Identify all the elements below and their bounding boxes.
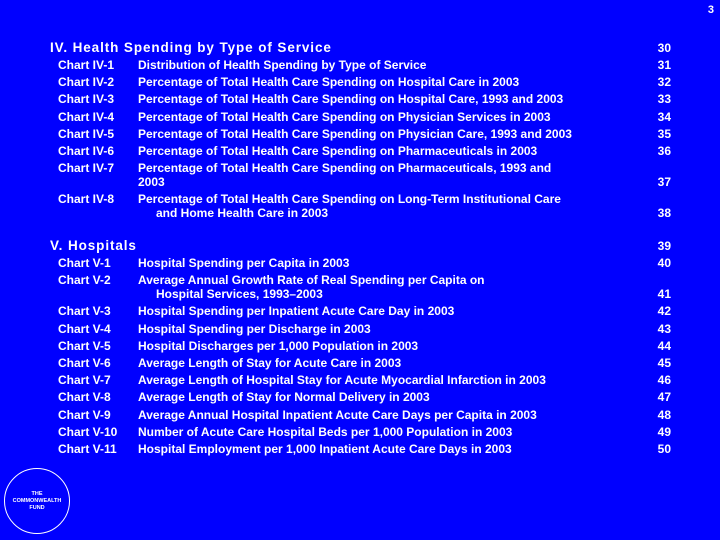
logo-line: FUND (29, 504, 45, 511)
chart-title-line: Average Length of Stay for Normal Delivery in 2003 (138, 390, 430, 405)
toc-entry[interactable] (50, 127, 675, 141)
entry-page-number: 40 (657, 256, 671, 270)
chart-title (138, 339, 578, 353)
chart-title (138, 304, 578, 318)
toc-entry[interactable] (50, 425, 675, 439)
chart-title (138, 110, 578, 124)
chart-label: Chart IV-3 (58, 92, 115, 107)
chart-title (138, 390, 578, 404)
chart-title (138, 144, 578, 158)
entry-page-number: 32 (657, 75, 671, 90)
chart-title-line: Average Length of Hospital Stay for Acute Myocardial Infarction in 2003 (138, 373, 546, 388)
toc-entry[interactable] (50, 92, 675, 106)
toc-entry[interactable] (50, 273, 675, 301)
toc-entry[interactable] (50, 390, 675, 404)
toc-entry[interactable] (50, 58, 675, 72)
section-page-number: 30 (657, 41, 671, 55)
section-heading-text: IV. Health Spending by Type of Service (50, 40, 332, 55)
toc-entry[interactable] (50, 442, 675, 456)
entry-page-number: 35 (657, 126, 671, 141)
chart-label: Chart V-7 (58, 373, 111, 388)
chart-title-line: Percentage of Total Health Care Spending on Pharmaceuticals, 1993 and 2003 (138, 161, 552, 190)
entry-page-number: 47 (657, 390, 671, 405)
chart-title-line: Hospital Spending per Discharge in 2003 (138, 321, 371, 336)
chart-title (138, 127, 578, 141)
entry-page-number: 42 (657, 304, 671, 319)
toc-entry[interactable] (50, 144, 675, 158)
chart-label: Chart IV-4 (58, 109, 115, 124)
chart-label: Chart V-3 (58, 304, 111, 319)
chart-title (138, 408, 578, 422)
chart-label: Chart V-2 (58, 273, 111, 288)
chart-title-line: Average Annual Growth Rate of Real Spending per Capita on (138, 273, 485, 288)
chart-label: Chart V-6 (58, 355, 111, 370)
chart-title-line: Percentage of Total Health Care Spending on Physician Services in 2003 (138, 109, 551, 124)
chart-title-line: Number of Acute Care Hospital Beds per 1,000 Population in 2003 (138, 424, 513, 439)
chart-title (138, 356, 578, 370)
chart-title-line: Hospital Spending per Inpatient Acute Care Day in 2003 (138, 304, 455, 319)
chart-title-line: Average Annual Hospital Inpatient Acute Care Days per Capita in 2003 (138, 407, 537, 422)
section-heading (50, 40, 675, 58)
chart-title-line: Distribution of Health Spending by Type of Service (138, 58, 427, 72)
chart-title-line: Percentage of Total Health Care Spending on Pharmaceuticals in 2003 (138, 143, 538, 158)
entry-page-number: 50 (657, 441, 671, 456)
page-number: 3 (707, 4, 714, 16)
toc-entry[interactable] (50, 408, 675, 422)
chart-title (138, 256, 578, 270)
entry-page-number: 36 (657, 143, 671, 158)
chart-title (138, 273, 578, 301)
chart-title (138, 58, 578, 72)
toc-entry[interactable] (50, 356, 675, 370)
chart-title (138, 442, 578, 456)
entry-page-number: 37 (657, 175, 671, 190)
toc-entry[interactable] (50, 110, 675, 124)
entry-page-number: 33 (657, 92, 671, 107)
chart-title (138, 92, 578, 106)
logo-line: COMMONWEALTH (12, 497, 62, 504)
section-heading-text: V. Hospitals (50, 238, 137, 253)
chart-title-line: Hospital Spending per Capita in 2003 (138, 256, 350, 270)
entry-page-number: 45 (657, 355, 671, 370)
chart-title-line: Percentage of Total Health Care Spending on Hospital Care, 1993 and 2003 (138, 92, 564, 107)
chart-label: Chart IV-2 (58, 75, 115, 90)
chart-title-continuation: Hospital Services, 1993–2003 (156, 287, 323, 302)
section-page-number: 39 (657, 239, 671, 253)
chart-title-line: Percentage of Total Health Care Spending on Hospital Care in 2003 (138, 75, 520, 90)
section-hospitals (50, 238, 675, 459)
chart-label: Chart V-1 (58, 256, 111, 270)
chart-label: Chart IV-7 (58, 161, 115, 176)
entry-page-number: 46 (657, 373, 671, 388)
chart-label: Chart V-5 (58, 338, 111, 353)
logo-line: THE (31, 490, 43, 497)
entry-page-number: 34 (657, 109, 671, 124)
toc-entry[interactable] (50, 256, 675, 270)
commonwealth-fund-logo (4, 468, 70, 534)
chart-label: Chart V-10 (58, 424, 118, 439)
toc-entry[interactable] (50, 161, 675, 189)
chart-label: Chart V-9 (58, 407, 111, 422)
chart-title-line: Average Length of Stay for Acute Care in 2003 (138, 355, 402, 370)
entry-page-number: 44 (657, 338, 671, 353)
toc-entry[interactable] (50, 192, 675, 220)
chart-label: Chart IV-1 (58, 58, 115, 72)
chart-title (138, 192, 578, 220)
chart-title-continuation: and Home Health Care in 2003 (156, 206, 329, 221)
chart-title (138, 75, 578, 89)
toc-entry[interactable] (50, 373, 675, 387)
chart-title (138, 425, 578, 439)
chart-label: Chart V-4 (58, 321, 111, 336)
chart-title (138, 373, 578, 387)
entry-page-number: 41 (657, 287, 671, 302)
section-heading (50, 238, 675, 256)
chart-title-line: Percentage of Total Health Care Spending on Physician Care, 1993 and 2003 (138, 126, 572, 141)
chart-title-line: Hospital Discharges per 1,000 Population in 2003 (138, 338, 419, 353)
chart-label: Chart IV-8 (58, 192, 115, 207)
chart-label: Chart V-8 (58, 390, 111, 405)
entry-page-number: 38 (657, 206, 671, 221)
chart-title-line: Percentage of Total Health Care Spending on Long-Term Institutional Care (138, 192, 561, 207)
chart-label: Chart V-11 (58, 441, 117, 456)
chart-label: Chart IV-5 (58, 126, 115, 141)
entry-page-number: 49 (657, 424, 671, 439)
section-health-spending (50, 40, 675, 224)
toc-entry[interactable] (50, 339, 675, 353)
chart-label: Chart IV-6 (58, 143, 115, 158)
toc-entry[interactable] (50, 322, 675, 336)
entry-page-number: 48 (657, 407, 671, 422)
entry-page-number: 43 (657, 321, 671, 336)
toc-entry[interactable] (50, 75, 675, 89)
entry-page-number: 31 (657, 58, 671, 72)
chart-title (138, 161, 578, 189)
toc-entry[interactable] (50, 304, 675, 318)
chart-title (138, 322, 578, 336)
chart-title-line: Hospital Employment per 1,000 Inpatient Acute Care Days in 2003 (138, 441, 512, 456)
